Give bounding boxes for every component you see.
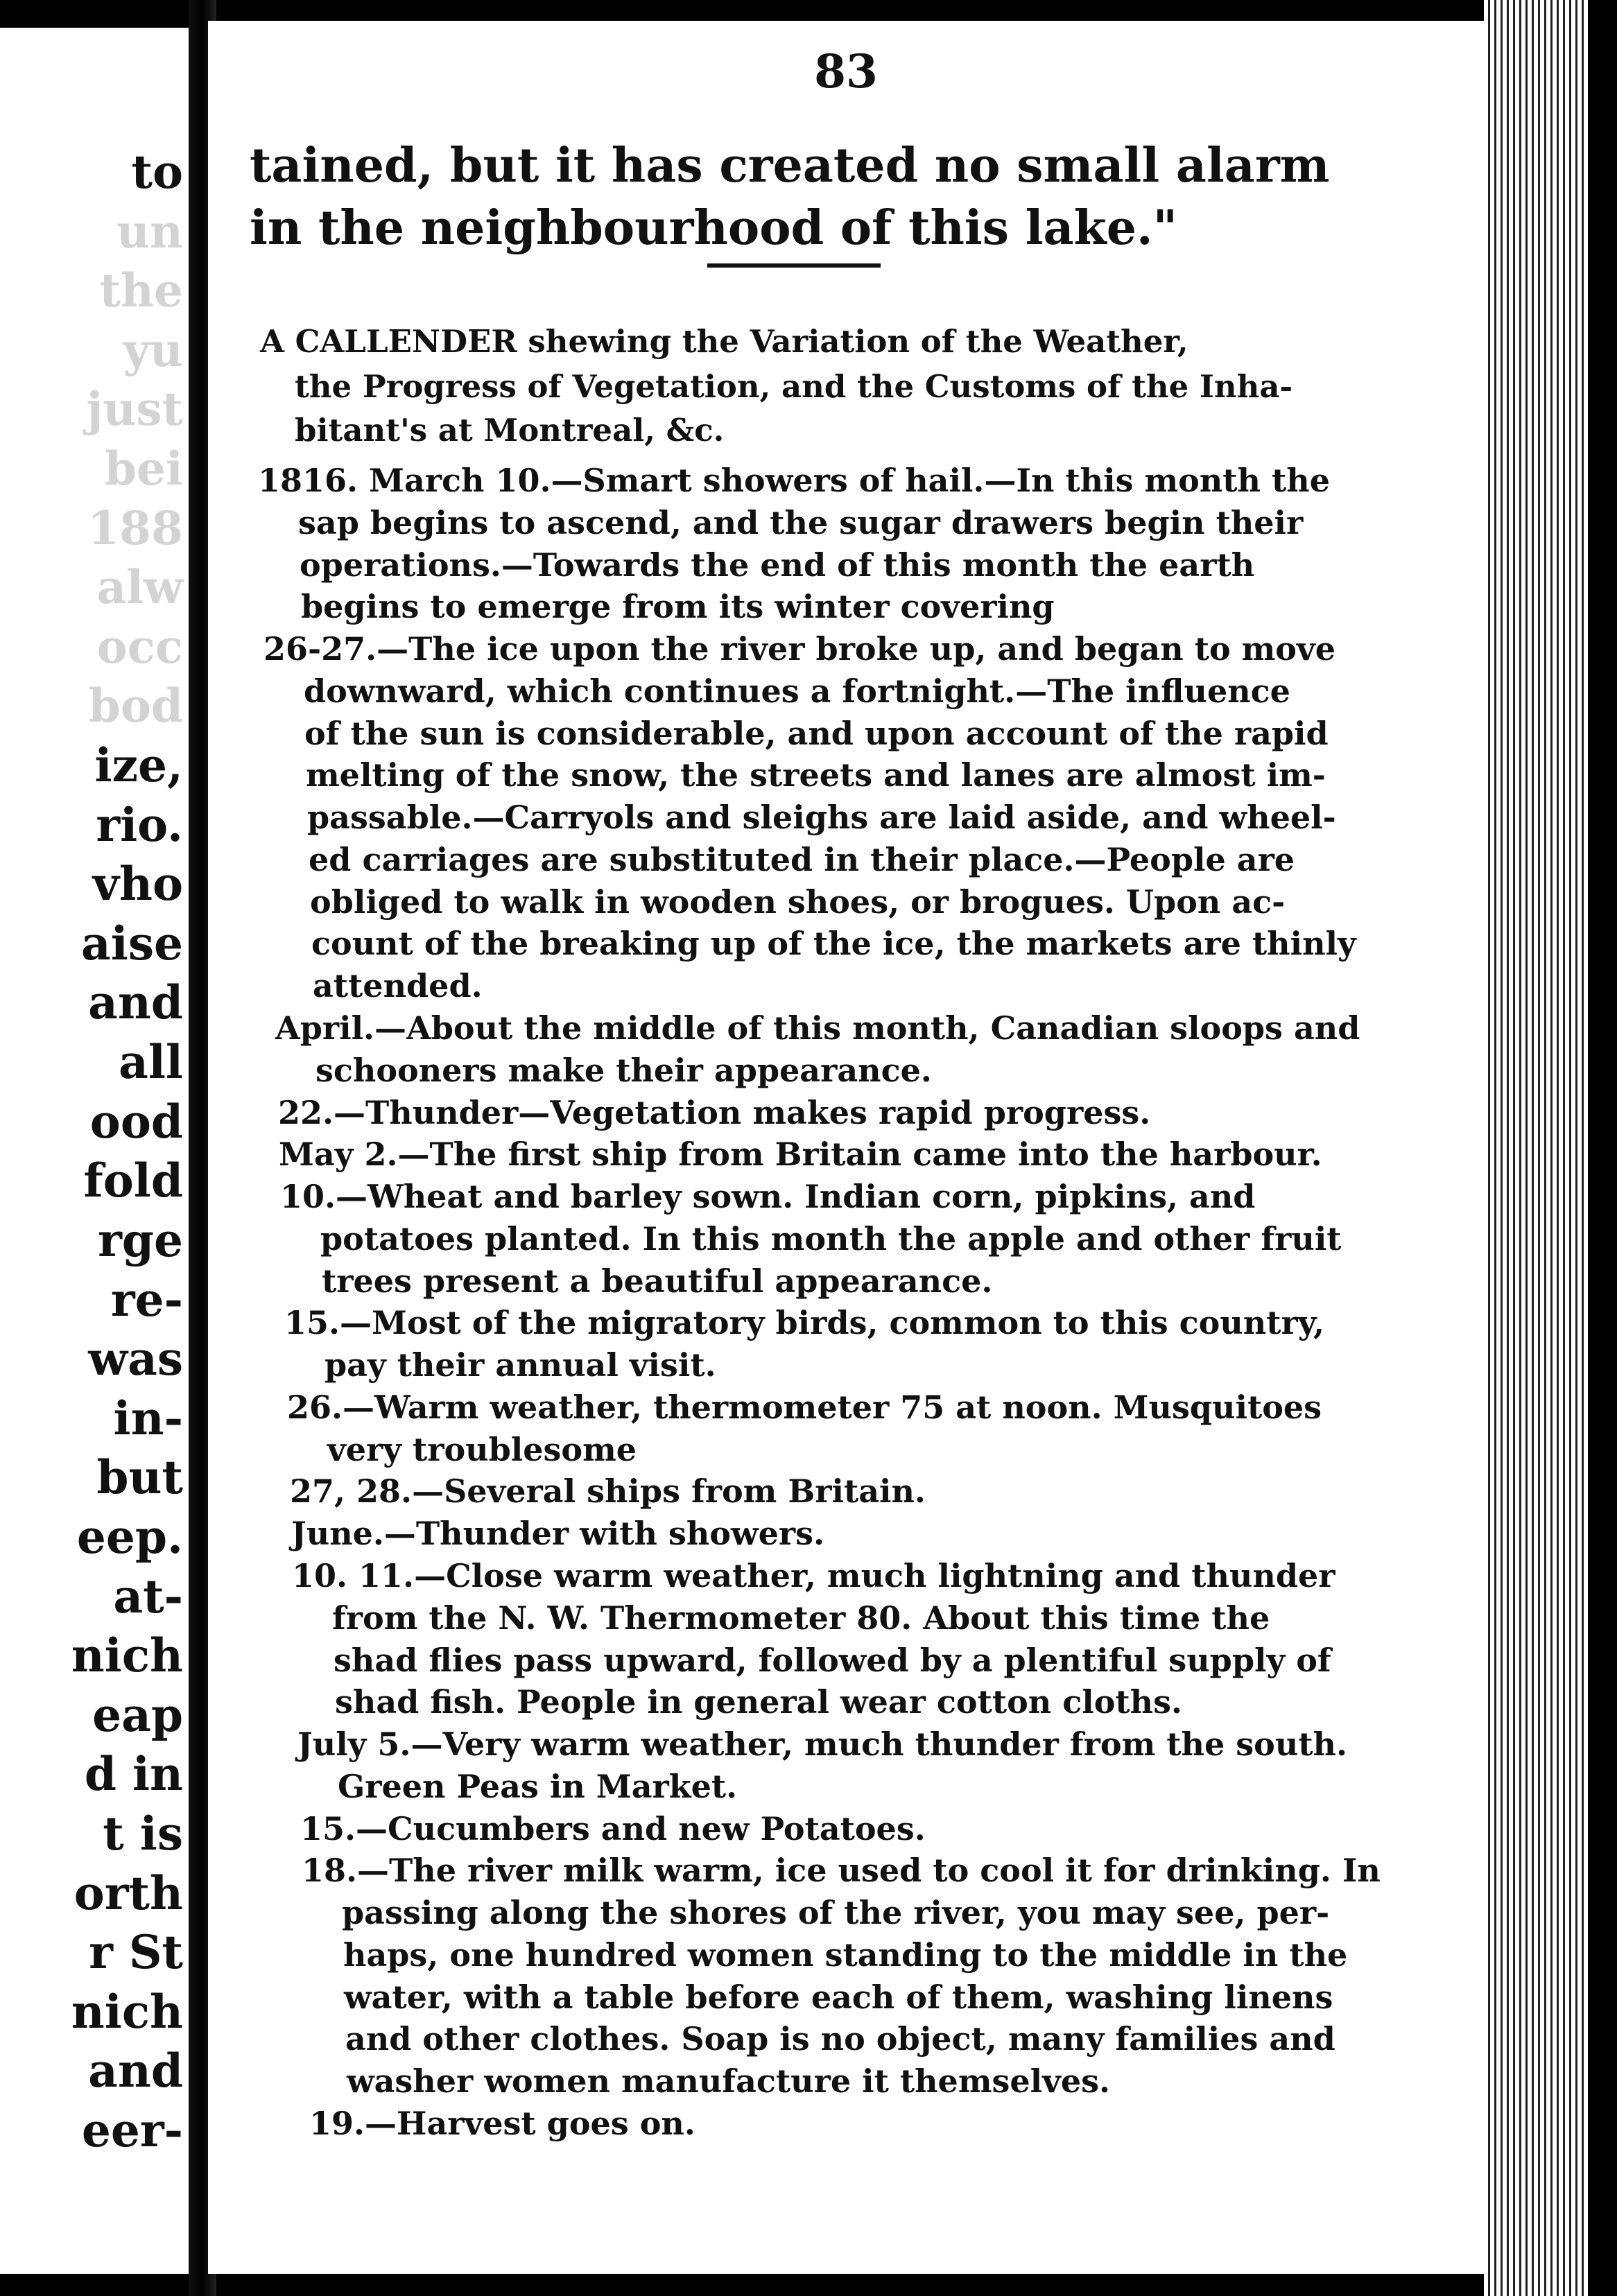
left-page-fragment: to [131,145,183,199]
left-page-fragment: at- [113,1569,183,1624]
left-page-fragment: just [86,382,183,436]
calendar-line: 19.—Harvest goes on. [309,2105,695,2142]
left-page-margin [0,28,189,2274]
calendar-line: 10. 11.—Close warm weather, much lightning and thunder [292,1557,1335,1594]
left-page-fragment: re- [110,1273,183,1327]
left-page-fragment: and [88,2044,183,2098]
left-page-fragment: and [88,975,183,1029]
calendar-entries [208,21,1502,2274]
heading-line-3: bitant's at Montreal, &c. [295,412,725,449]
calendar-line: 15.—Cucumbers and new Potatoes. [300,1810,926,1847]
calendar-line: shad fish. People in general wear cotton cloths. [335,1683,1182,1721]
left-page-fragment: aise [81,916,183,971]
calendar-line: of the sun is considerable, and upon account of the rapid [304,715,1329,752]
left-page-fragment: but [96,1450,183,1504]
left-page-fragment: d in [84,1747,183,1801]
calendar-line: potatoes planted. In this month the apple and other fruit [320,1220,1342,1258]
calendar-line: 1816. March 10.—Smart showers of hail.—In this month the [258,462,1330,499]
left-page-fragment: bei [104,442,183,496]
calendar-line: washer women manufacture it themselves. [347,2062,1111,2100]
page-number: 83 [814,44,878,98]
left-page-fragment: nich [71,1628,183,1682]
calendar-line: sap begins to ascend, and the sugar drawers begin their [298,504,1304,541]
calendar-line: begins to emerge from its winter covering [301,588,1055,625]
calendar-line: count of the breaking up of the ice, the markets are thinly [311,925,1356,962]
calendar-line: shad flies pass upward, followed by a plentiful supply of [334,1642,1331,1679]
calendar-line: operations.—Towards the end of this month the earth [300,546,1255,584]
page-edges-shadow [1588,0,1617,2296]
left-page-fragment: yu [123,323,183,377]
calendar-line: haps, one hundred women standing to the middle in the [343,1936,1348,1974]
calendar-line: ed carriages are substituted in their place.—People are [309,841,1295,878]
calendar-line: Green Peas in Market. [338,1768,738,1805]
calendar-line: 10.—Wheat and barley sown. Indian corn, pipkins, and [280,1178,1256,1215]
intro-line-1: tained, but it has created no small alarm [250,138,1330,193]
calendar-line: June.—Thunder with showers. [291,1515,824,1552]
calendar-line: water, with a table before each of them, washing linens [344,1978,1333,2016]
calendar-line: pay their annual visit. [325,1346,716,1384]
left-page-fragment: all [119,1035,183,1089]
calendar-line: passable.—Carryols and sleighs are laid aside, and wheel- [307,799,1336,836]
calendar-line: May 2.—The first ship from Britain came into the harbour. [279,1136,1322,1173]
heading-line-1: A CALLENDER shewing the Variation of the Weather, [260,323,1188,360]
calendar-line: attended. [313,967,483,1004]
calendar-line: 15.—Most of the migratory birds, common to this country, [284,1304,1325,1341]
calendar-line: downward, which continues a fortnight.—The influence [304,672,1290,710]
calendar-line: 26.—Warm weather, thermometer 75 at noon. Musquitoes [287,1389,1322,1426]
left-page-fragment: eer- [81,2103,183,2157]
left-page-fragment: nich [71,1985,183,2039]
left-page-fragment: ood [89,1095,183,1149]
left-page-fragment: rge [98,1213,183,1267]
left-page-fragment: eep. [76,1510,183,1564]
left-page-fragment: r St [89,1925,183,1979]
calendar-line: schooners make their appearance. [315,1052,932,1089]
left-page-fragment: vho [92,857,183,911]
calendar-line: 27, 28.—Several ships from Britain. [290,1472,926,1510]
calendar-line: 26-27.—The ice upon the river broke up, and began to move [263,630,1335,668]
left-page-fragment: ize, [94,738,183,792]
calendar-line: 18.—The river milk warm, ice used to cool it for drinking. In [302,1852,1381,1889]
left-page-fragment: alw [96,560,183,614]
left-page-fragment: was [88,1332,183,1386]
calendar-line: very troublesome [327,1431,637,1468]
left-page-fragment: fold [83,1154,183,1208]
calendar-line: melting of the snow, the streets and lanes are almost im- [306,756,1326,794]
left-page-fragment: occ [96,620,183,674]
calendar-line: from the N. W. Thermometer 80. About this time the [332,1599,1270,1637]
left-page-fragment: eap [92,1688,183,1742]
book-page [208,21,1502,2274]
left-page-fragment: orth [74,1866,183,1920]
calendar-line: April.—About the middle of this month, Canadian sloops and [275,1009,1360,1047]
calendar-line: and other clothes. Soap is no object, many families and [345,2020,1335,2058]
left-page-fragment: un [116,205,183,259]
left-page-fragment: in- [113,1391,183,1445]
calendar-line: July 5.—Very warm weather, much thunder from the south. [297,1725,1347,1763]
left-page-fragment: rio. [96,798,183,852]
left-page-fragment: t is [103,1807,183,1861]
intro-line-2: in the neighbourhood of this lake." [250,200,1178,256]
calendar-line: passing along the shores of the river, you may see, per- [342,1894,1330,1931]
calendar-line: 22.—Thunder—Vegetation makes rapid progress. [278,1094,1151,1131]
left-page-fragment: bod [88,679,183,733]
calendar-line: trees present a beautiful appearance. [322,1262,993,1300]
left-page-fragment: 188 [87,501,183,555]
heading-line-2: the Progress of Vegetation, and the Customs of the Inha- [295,368,1293,405]
calendar-line: obliged to walk in wooden shoes, or brogues. Upon ac- [310,883,1286,921]
left-page-fragment: the [99,263,183,318]
